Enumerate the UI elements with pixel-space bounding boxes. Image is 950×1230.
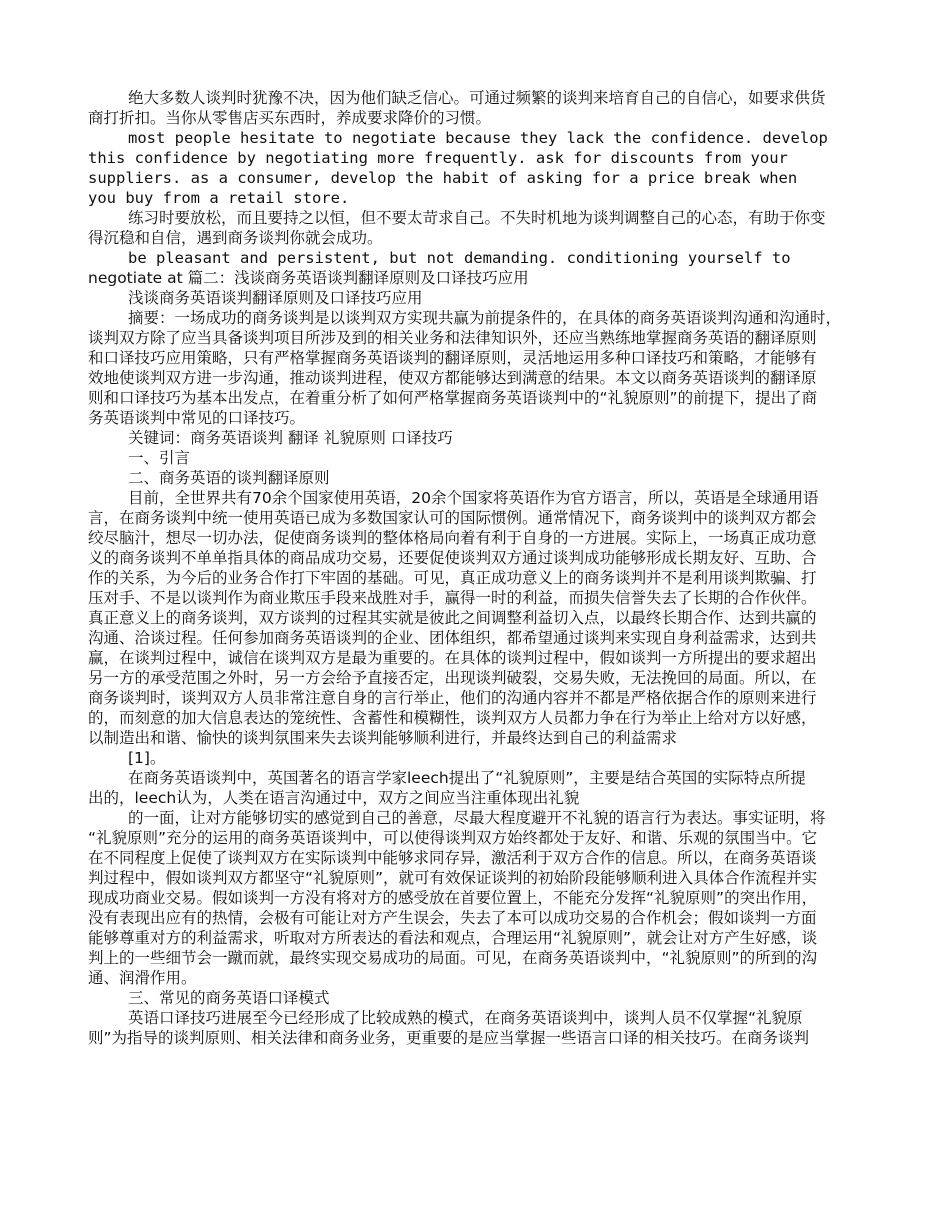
paragraph-line: 以制造出和谐、愉快的谈判氛围来失去谈判能够顺利进行，并最终达到自己的利益需求: [88, 729, 678, 747]
paragraph-line: 判过程中，假如谈判双方都坚守“礼貌原则”，就可有效保证谈判的初始阶段能够顺利进入具体合作流程并实: [88, 869, 818, 887]
paragraph-line: 的一面，让对方能够切实的感觉到自己的善意，尽最大程度避开不礼貌的语言行为表达。事实证明，将: [128, 809, 826, 827]
document-body: [88, 88, 868, 1048]
paragraph-line: 在不同程度上促使了谈判双方在实际谈判中能够求同存异，激活利于双方合作的信息。所以，在商务英语谈: [88, 849, 817, 867]
paragraph-line: 现成功商业交易。假如谈判一方没有将对方的感受放在首要位置上，不能充分发挥“礼貌原则”的突出作用，: [88, 889, 818, 907]
paragraph-line: 在商务英语谈判中，英国著名的语言学家leech提出了“礼貌原则”，主要是结合英国的实际特点所提: [128, 769, 806, 787]
paragraph-line: 压对手、不是以谈判作为商业欺压手段来战胜对手，赢得一时的利益，而损失信誉失去了长期的合作伙伴。: [88, 589, 817, 607]
paragraph-line: negotiate at 篇二：浅谈商务英语谈判翻译原则及口译技巧应用: [88, 269, 529, 287]
paragraph-line: you buy from a retail store.: [88, 189, 350, 207]
paragraph-line: 沟通、洽谈过程。任何参加商务英语谈判的企业、团体组织，都希望通过谈判来实现自身利益需求，达到共: [88, 629, 817, 647]
paragraph-line: “礼貌原则”充分的运用的商务英语谈判中，可以使得谈判双方始终都处于友好、和谐、乐观的氛围当中。它: [88, 829, 818, 847]
abstract-line: 务英语谈判中常见的口译技巧。: [88, 409, 306, 427]
paragraph-line: 的，而刻意的加大信息表达的笼统性、含蓄性和模糊性，谈判双方人员都力争在行为举止上给对方以好感，: [88, 709, 817, 727]
paragraph-line: 另一方的承受范围之外时，另一方会给予直接否定，出现谈判破裂，交易失败，无法挽回的局面。所以，在: [88, 669, 817, 687]
paragraph-line: suppliers. as a consumer, develop the habit of asking for a price break when: [88, 169, 798, 187]
paragraph-line: 则”为指导的谈判原则、相关法律和商务业务，更重要的是应当掌握一些语言口译的相关技巧。在商务谈判: [88, 1029, 810, 1047]
paragraph-line: 商打折扣。当你从零售店买东西时，养成要求降价的习惯。: [88, 109, 492, 127]
paragraph-line: 作的关系，为今后的业务合作打下牢固的基础。可见，真正成功意义上的商务谈判并不是利用谈判欺骗、打: [88, 569, 817, 587]
abstract-line: 谈判双方除了应当具备谈判项目所涉及到的相关业务和法律知识外，还应当熟练地掌握商务英语的翻译原则: [88, 329, 817, 347]
paragraph-line: 言，在商务谈判中统一使用英语已成为多数国家认可的国际惯例。通常情况下，商务谈判中的谈判双方都会: [88, 509, 817, 527]
paragraph-line: 英语口译技巧进展至今已经形成了比较成熟的模式，在商务英语谈判中，谈判人员不仅掌握“礼貌原: [128, 1009, 803, 1027]
section-heading: 三、常见的商务英语口译模式: [128, 989, 330, 1007]
paragraph-line: be pleasant and persistent, but not demanding. conditioning yourself to: [128, 249, 791, 267]
paragraph-line: 赢，在谈判过程中，诚信在谈判双方是最为重要的。在具体的谈判过程中，假如谈判一方所提出的要求超出: [88, 649, 817, 667]
keywords-line: 关键词：商务英语谈判 翻译 礼貌原则 口译技巧: [128, 429, 453, 447]
paragraph-line: 判上的一些细节会一蹴而就，最终实现交易成功的局面。可见，在商务英语谈判中，“礼貌原则”的所到的沟: [88, 949, 818, 967]
paragraph-line: 没有表现出应有的热情，会极有可能让对方产生误会，失去了本可以成功交易的合作机会；假如谈判一方面: [88, 909, 817, 927]
section-heading: 二、商务英语的谈判翻译原则: [128, 469, 330, 487]
paragraph-line: this confidence by negotiating more frequently. ask for discounts from your: [88, 149, 788, 167]
abstract-line: 则和口译技巧为基本出发点，在着重分析了如何严格掌握商务英语谈判中的“礼貌原则”的前提下，提出了商: [88, 389, 818, 407]
paragraph-line: 练习时要放松，而且要持之以恒，但不要太苛求自己。不失时机地为谈判调整自己的心态，有助于你变: [128, 209, 826, 227]
abstract-line: 和口译技巧应用策略，只有严格掌握商务英语谈判的翻译原则，灵活地运用多种口译技巧和策略，才能够有: [88, 349, 817, 367]
paragraph-line: 真正意义上的商务谈判，双方谈判的过程其实就是彼此之间调整利益切入点，以最终长期合作、达到共赢的: [88, 609, 817, 627]
citation-line: [1]。: [128, 749, 166, 767]
paragraph-line: 得沉稳和自信，遇到商务谈判你就会成功。: [88, 229, 383, 247]
paragraph-line: 能够尊重对方的利益需求，听取对方所表达的看法和观点，合理运用“礼貌原则”，就会让对方产生好感，谈: [88, 929, 818, 947]
paragraph-line: 目前，全世界共有70余个国家使用英语，20余个国家将英语作为官方语言，所以，英语是全球通用语: [128, 489, 819, 507]
paragraph-line: most people hesitate to negotiate because they lack the confidence. develop: [128, 129, 828, 147]
paragraph-line: 出的，leech认为，人类在语言沟通过中，双方之间应当注重体现出礼貌: [88, 789, 580, 807]
paragraph-line: 义的商务谈判不单单指具体的商品成功交易，还要促使谈判双方通过谈判成功能够形成长期友好、互助、合: [88, 549, 817, 567]
abstract-line: 摘要：一场成功的商务谈判是以谈判双方实现共赢为前提条件的，在具体的商务英语谈判沟通和沟通时，: [128, 309, 842, 327]
paragraph-line: 商务谈判时，谈判双方人员非常注意自身的言行举止，他们的沟通内容并不都是严格依据合作的原则来进行: [88, 689, 817, 707]
abstract-line: 效地使谈判双方进一步沟通，推动谈判进程，使双方都能够达到满意的结果。本文以商务英语谈判的翻译原: [88, 369, 817, 387]
paragraph-line: 绝大多数人谈判时犹豫不决，因为他们缺乏信心。可通过频繁的谈判来培育自己的自信心，如要求供货: [128, 89, 826, 107]
paragraph-line: 通、润滑作用。: [88, 969, 197, 987]
paragraph-line: 绞尽脑汁，想尽一切办法，促使商务谈判的整体格局向着有利于自身的一方进展。实际上，一场真正成功意: [88, 529, 817, 547]
section-heading: 一、引言: [128, 449, 191, 467]
section-title: 浅谈商务英语谈判翻译原则及口译技巧应用: [128, 289, 423, 307]
